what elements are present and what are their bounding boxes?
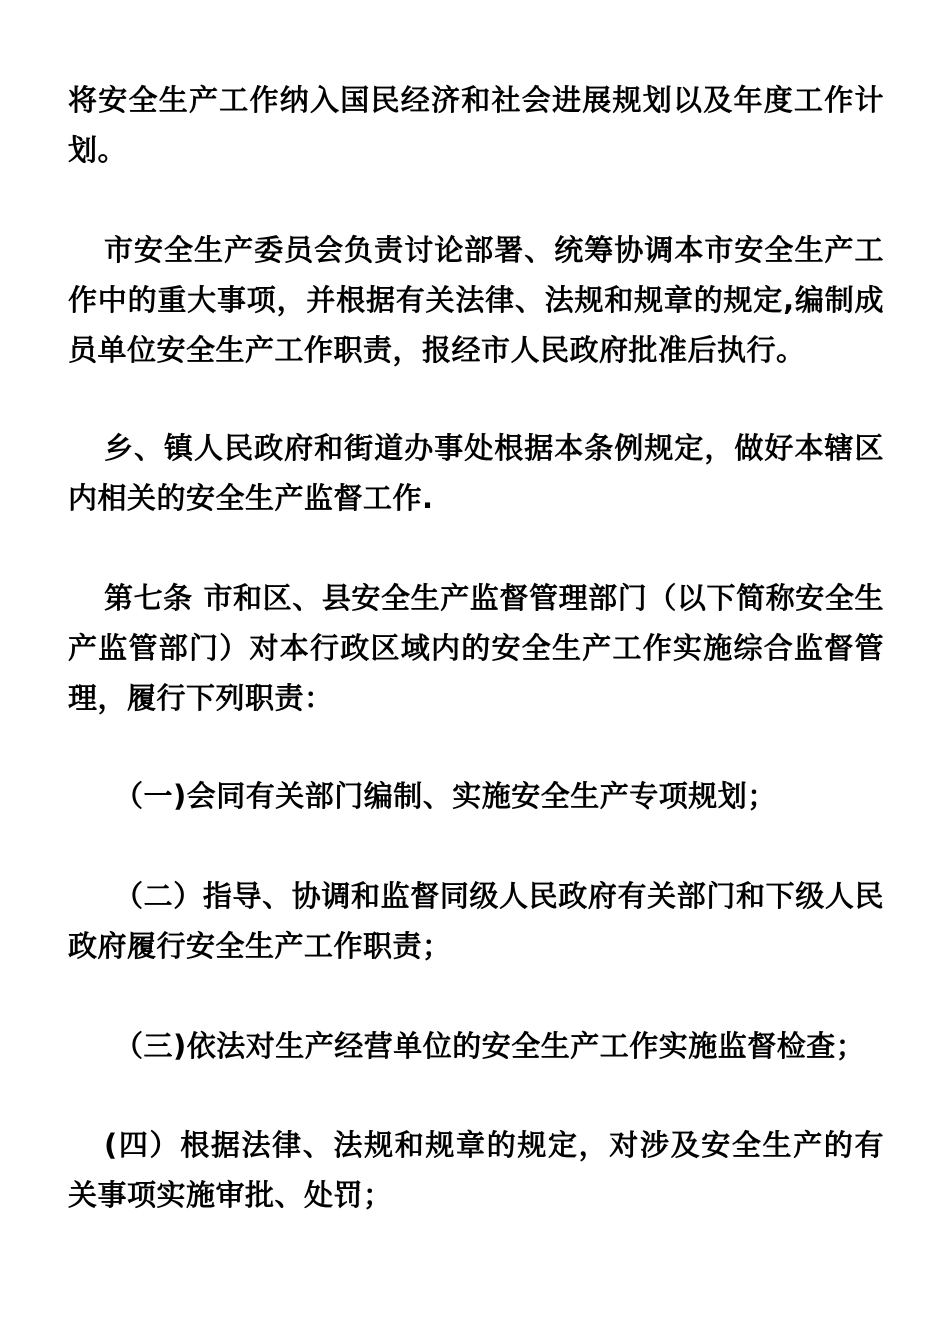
paragraph-continuation: 将安全生产工作纳入国民经济和社会进展规划以及年度工作计划。	[68, 83, 884, 167]
paragraph-article-seven: 第七条 市和区、县安全生产监督管理部门（以下简称安全生产监管部门）对本行政区域内的安全生产工作实施综合监督管理，履行下列职责：	[68, 581, 884, 715]
list-item-1: （一)会同有关部门编制、实施安全生产专项规划；	[114, 779, 777, 813]
paragraph-committee: 市安全生产委员会负责讨论部署、统筹协调本市安全生产工作中的重大事项，并根据有关法律、法规和规章的规定,编制成员单位安全生产工作职责，报经市人民政府批准后执行。	[68, 233, 884, 367]
list-item-4: (四）根据法律、法规和规章的规定，对涉及安全生产的有关事项实施审批、处罚；	[68, 1128, 884, 1212]
paragraph-townships: 乡、镇人民政府和街道办事处根据本条例规定，做好本辖区内相关的安全生产监督工作.	[68, 431, 884, 515]
list-item-2: （二）指导、协调和监督同级人民政府有关部门和下级人民政府履行安全生产工作职责；	[68, 879, 884, 963]
list-item-3: （三)依法对生产经营单位的安全生产工作实施监督检查；	[114, 1029, 866, 1063]
